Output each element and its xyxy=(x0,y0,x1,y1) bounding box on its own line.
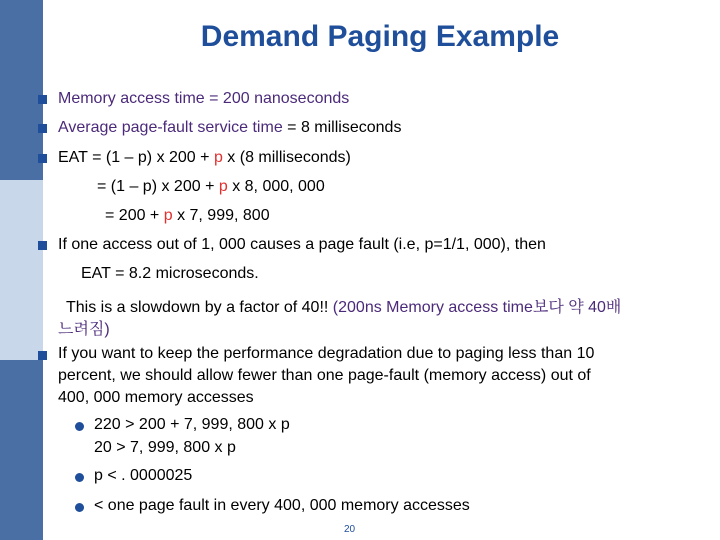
eat-equation-step3 xyxy=(105,207,270,225)
square-bullet-icon xyxy=(38,351,47,360)
sidebar-segment-bottom xyxy=(0,360,43,540)
bullet-performance-degradation-line3: 400, 000 memory accesses xyxy=(58,389,254,406)
eq3-part2: x 7, 999, 800 xyxy=(172,207,270,224)
bullet-performance-degradation-line1: If you want to keep the performance degradation due to paging less than 10 xyxy=(58,345,595,362)
round-bullet-icon xyxy=(75,473,84,482)
slowdown-korean-note: (200ns Memory access time보다 약 40배 xyxy=(332,299,622,316)
page-fault-service-value: = 8 milliseconds xyxy=(282,119,402,136)
round-bullet-icon xyxy=(75,422,84,431)
page-fault-service-label: Average page-fault service time xyxy=(58,119,283,136)
sub-inequality-line1: 220 > 200 + 7, 999, 800 x p xyxy=(94,416,290,433)
eat-equation-step2 xyxy=(97,178,325,196)
sidebar-segment-middle xyxy=(0,180,43,360)
sidebar-segment-top xyxy=(0,0,43,180)
bullet-one-access-fault: If one access out of 1, 000 causes a page fault (i.e, p=1/1, 000), then xyxy=(58,236,546,253)
bullet-performance-degradation-line2: percent, we should allow fewer than one page-fault (memory access) out of xyxy=(58,367,591,384)
eq3-p: p xyxy=(163,207,173,224)
sub-page-fault-rate: < one page fault in every 400, 000 memory accesses xyxy=(94,497,470,514)
slowdown-line xyxy=(66,294,621,317)
eat-formula-part2: x (8 milliseconds) xyxy=(222,149,351,166)
bullet-eat-formula xyxy=(58,149,351,167)
slide-title: Demand Paging Example xyxy=(200,20,560,53)
slowdown-text: This is a slowdown by a factor of 40!! xyxy=(66,299,333,316)
sidebar-decoration xyxy=(0,0,43,540)
eat-formula-p: p xyxy=(213,149,223,166)
bullet-memory-access-time: Memory access time = 200 nanoseconds xyxy=(58,90,350,107)
page-number: 20 xyxy=(344,524,356,535)
eat-result-line: EAT = 8.2 microseconds. xyxy=(81,265,259,282)
eq3-part1: = 200 + xyxy=(105,207,164,224)
eq2-part1: = (1 – p) x 200 + xyxy=(97,178,219,195)
round-bullet-icon xyxy=(75,503,84,512)
square-bullet-icon xyxy=(38,95,47,104)
eat-formula-part1: EAT = (1 – p) x 200 + xyxy=(58,149,214,166)
eq2-p: p xyxy=(218,178,228,195)
square-bullet-icon xyxy=(38,241,47,250)
slowdown-korean-note-end: 느려짐) xyxy=(58,321,110,338)
sub-inequality-line2: 20 > 7, 999, 800 x p xyxy=(94,439,236,456)
bullet-page-fault-service-time xyxy=(58,119,401,137)
square-bullet-icon xyxy=(38,154,47,163)
eq2-part2: x 8, 000, 000 xyxy=(227,178,325,195)
sub-p-bound: p < . 0000025 xyxy=(94,467,193,484)
square-bullet-icon xyxy=(38,124,47,133)
